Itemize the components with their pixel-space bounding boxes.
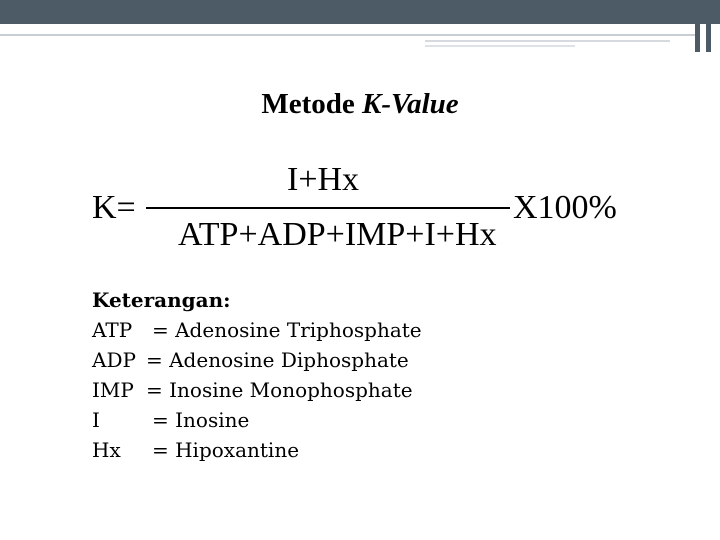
- note-item: [92, 405, 422, 435]
- note-definition: = Inosine Monophosphate: [146, 378, 413, 402]
- slide-title: [0, 88, 720, 121]
- notes-heading: Keterangan:: [92, 288, 231, 312]
- note-definition: = Inosine: [152, 408, 250, 432]
- note-item: [92, 345, 422, 375]
- note-definition: = Hipoxantine: [152, 438, 300, 462]
- formula-numerator: I+Hx: [287, 161, 360, 198]
- header-stripe: [0, 34, 700, 36]
- note-abbr: ADP: [92, 348, 136, 372]
- corner-bar: [695, 0, 700, 52]
- note-abbr: ATP: [92, 318, 133, 342]
- note-item: [92, 315, 422, 345]
- header-stripe: [425, 45, 575, 47]
- notes-block: [92, 285, 422, 465]
- slide-header-bar: [0, 0, 720, 24]
- note-definition: = Adenosine Triphosphate: [152, 318, 422, 342]
- formula-multiplier: X100%: [513, 189, 617, 226]
- note-item: [92, 435, 422, 465]
- formula-lhs: K=: [92, 189, 136, 226]
- fraction-line: [146, 207, 510, 209]
- title-main: Metode: [261, 88, 355, 120]
- note-definition: = Adenosine Diphosphate: [146, 348, 409, 372]
- corner-bar: [706, 0, 711, 52]
- header-stripe: [425, 40, 670, 42]
- note-item: [92, 375, 422, 405]
- note-abbr: Hx: [92, 438, 121, 462]
- formula-denominator: ATP+ADP+IMP+I+Hx: [178, 216, 497, 253]
- note-abbr: IMP: [92, 378, 134, 402]
- note-abbr: I: [92, 408, 100, 432]
- title-italic: K-Value: [361, 88, 459, 120]
